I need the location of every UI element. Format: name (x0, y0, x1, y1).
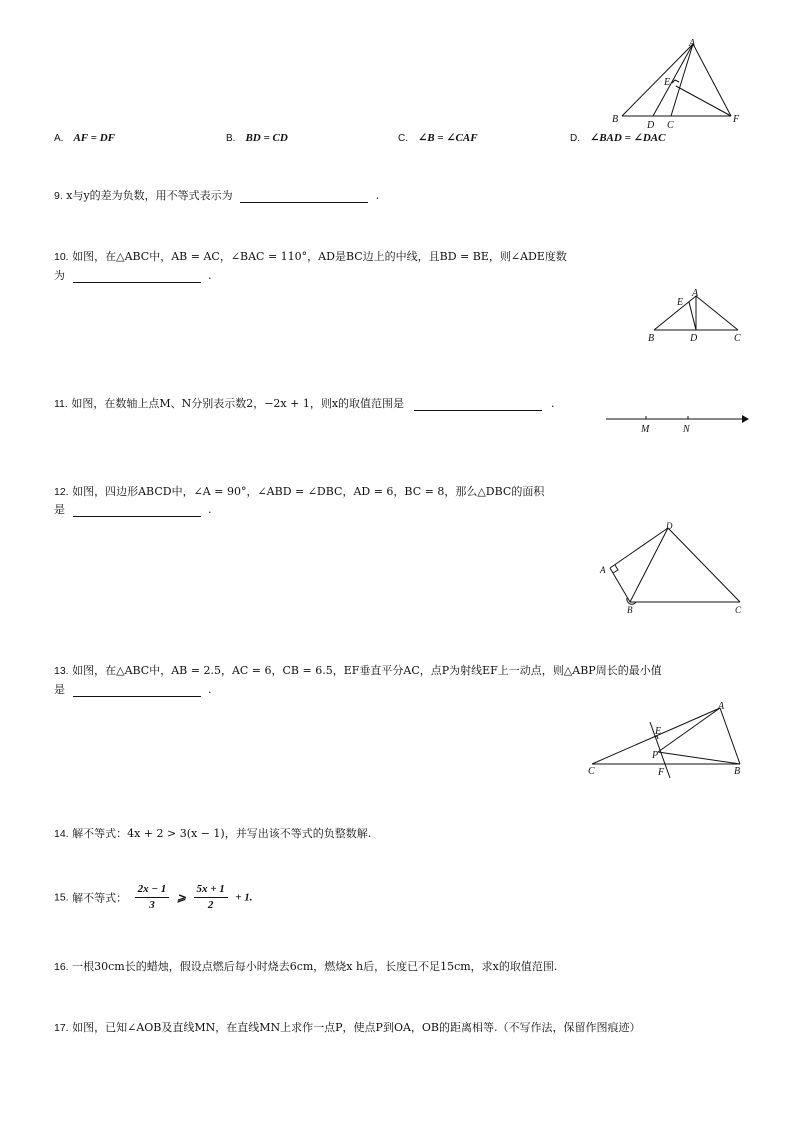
question-11-number: 11. (54, 398, 68, 410)
question-9-number: 9. (54, 190, 63, 202)
q13-segment-pb (658, 752, 740, 764)
q10-segment-ab (654, 296, 696, 330)
question-13-answer-blank[interactable] (73, 684, 201, 697)
q8-option-b-letter: B. (226, 133, 236, 144)
q13-label-b: B (734, 766, 741, 777)
question-15-fraction-right-denominator: 2 (207, 899, 214, 911)
q13-figure (584, 698, 750, 782)
question-11-end: . (551, 397, 555, 410)
q12-segment-ab (610, 568, 630, 602)
q12-segment-bd (630, 528, 668, 602)
q13-label-f: F (658, 767, 665, 778)
question-10-answer-blank[interactable] (73, 270, 201, 283)
question-10-text: 如图，在△ABC中，AB = AC，∠BAC = 110°，AD是BC边上的中线，且BD = BE，则∠ADE度数 (72, 250, 567, 263)
q8-segment-ad (653, 44, 693, 116)
question-12-line2 (54, 501, 212, 517)
q8-option-c-text: ∠B = ∠CAF (418, 132, 478, 144)
question-17-text: 如图，已知∠AOB及直线MN，在直线MN上求作一点P，使点P到OA，OB的距离相等.（不写作法，保留作图痕迹） (72, 1021, 641, 1034)
q8-label-b: B (612, 114, 619, 125)
question-13-text: 如图，在△ABC中，AB = 2.5，AC = 6，CB = 6.5，EF垂直平分AC，点P为射线EF上一动点，则△ABP周长的最小值 (72, 664, 662, 677)
q8-label-c: C (667, 120, 674, 131)
question-16-text: 一根30cm长的蜡烛，假设点燃后每小时烧去6cm，燃烧x h后，长度已不足15cm，求x的取值范围. (72, 960, 558, 973)
q13-label-c: C (588, 766, 595, 777)
question-11-answer-blank[interactable] (414, 398, 542, 411)
q8-option-a-letter: A. (54, 133, 64, 144)
q13-label-a: A (718, 701, 725, 712)
question-9-text: x与y的差为负数，用不等式表示为 (66, 189, 233, 202)
q8-option-d-letter: D. (570, 133, 580, 144)
q8-option-d-text: ∠BAD = ∠DAC (590, 132, 666, 144)
question-12-number: 12. (54, 486, 69, 498)
question-10-line2-text: 为 (54, 269, 65, 282)
question-17 (54, 1019, 641, 1035)
q10-segment-ed (689, 302, 696, 330)
q8-option-c-letter: C. (398, 133, 408, 144)
question-9 (54, 187, 379, 203)
question-15-number: 15. (54, 891, 69, 904)
q8-option-d (570, 131, 665, 144)
question-11-text: 如图，在数轴上点M、N分别表示数2，−2x + 1，则x的取值范围是 (71, 397, 405, 410)
question-15-operator: ⩾ (176, 892, 186, 904)
q10-label-a: A (692, 288, 699, 299)
question-12-line2-text: 是 (54, 503, 65, 516)
q12-right-angle-mark (613, 565, 618, 573)
question-13-end: . (208, 683, 212, 696)
q8-option-b-text: BD = CD (245, 132, 288, 144)
q8-label-e: E (664, 77, 671, 88)
question-15-fraction-left-numerator: 2x − 1 (135, 882, 170, 898)
q12-label-b: B (627, 605, 633, 615)
q10-label-e: E (677, 297, 684, 308)
q8-option-a-text: AF = DF (73, 132, 115, 144)
question-11 (54, 395, 555, 411)
question-16 (54, 958, 557, 974)
q13-segment-ap (658, 708, 720, 752)
q11-label-m: M (641, 424, 650, 435)
question-10 (54, 248, 567, 264)
q13-segment-ab (720, 708, 740, 764)
q10-label-b: B (648, 333, 655, 344)
question-16-number: 16. (54, 961, 69, 973)
q8-option-c (398, 131, 478, 144)
question-15 (54, 882, 253, 913)
question-10-number: 10. (54, 251, 69, 263)
q12-figure (596, 518, 750, 618)
question-15-fraction-right-numerator: 5x + 1 (194, 882, 228, 898)
question-13-number: 13. (54, 665, 69, 677)
q12-segment-dc (668, 528, 740, 602)
question-14 (54, 825, 371, 841)
q10-label-c: C (734, 333, 741, 344)
q8-label-d: D (647, 120, 655, 131)
q12-label-c: C (735, 605, 742, 615)
question-14-number: 14. (54, 828, 69, 840)
question-12-text: 如图，四边形ABCD中，∠A = 90°，∠ABD = ∠DBC，AD = 6，BC = 8，那么△DBC的面积 (72, 485, 545, 498)
q11-arrow-head-icon (742, 415, 749, 423)
q10-label-d: D (690, 333, 698, 344)
question-15-fraction-left-denominator: 3 (149, 899, 155, 911)
question-9-end: . (375, 189, 380, 202)
question-10-end: . (208, 269, 212, 282)
question-13-line2 (54, 681, 212, 697)
question-12 (54, 483, 544, 499)
q8-figure (600, 36, 750, 132)
question-12-answer-blank[interactable] (73, 504, 201, 517)
question-9-answer-blank[interactable] (240, 190, 368, 203)
q13-label-e: E (655, 726, 662, 737)
q11-number-line (604, 410, 750, 436)
question-15-prefix: 解不等式： (72, 891, 128, 905)
q12-label-a: A (600, 565, 606, 575)
q10-figure (640, 286, 750, 346)
q13-label-p: P (652, 750, 659, 761)
question-15-suffix: + 1. (235, 891, 253, 904)
q8-option-a (54, 131, 115, 144)
question-14-text: 解不等式：4x + 2 > 3(x − 1)，并写出该不等式的负整数解. (72, 827, 372, 840)
question-17-number: 17. (54, 1022, 69, 1034)
q8-label-a: A (689, 38, 696, 49)
question-13 (54, 662, 662, 678)
q8-label-f: F (733, 114, 740, 125)
question-10-line2 (54, 267, 212, 283)
q10-segment-ac (696, 296, 738, 330)
question-12-end: . (208, 503, 212, 516)
q8-option-b (226, 131, 288, 144)
question-15-fraction-right (194, 882, 228, 913)
q11-label-n: N (683, 424, 690, 435)
question-15-fraction-left (135, 882, 170, 913)
question-13-line2-text: 是 (54, 683, 65, 696)
q12-segment-ad (610, 528, 668, 568)
q12-label-d: D (666, 521, 673, 531)
